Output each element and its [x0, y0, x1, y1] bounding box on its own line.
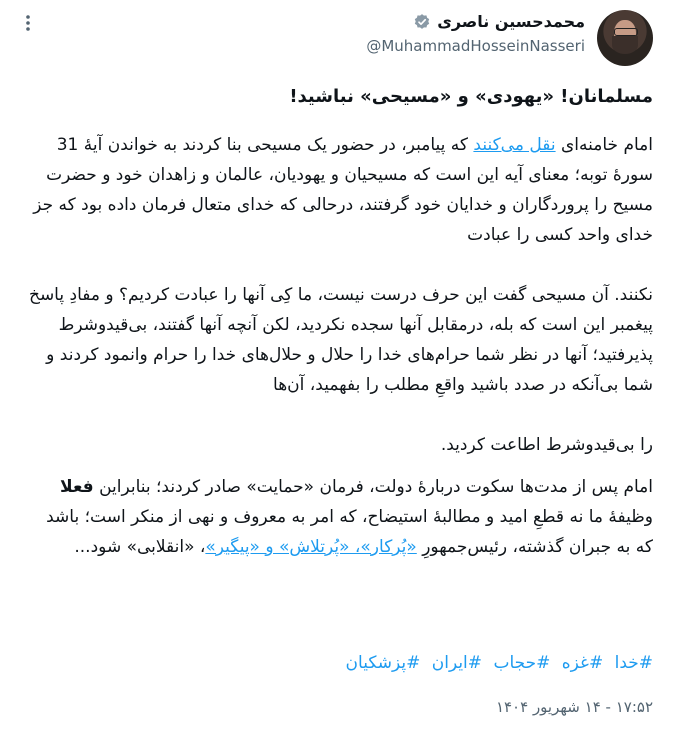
more-vertical-icon[interactable] — [18, 12, 38, 34]
hashtag-hejab[interactable]: #حجاب — [493, 653, 551, 673]
tweet-header — [18, 10, 653, 70]
tweet-title: مسلمانان! «یهودی» و «مسیحی» نباشید! — [289, 86, 653, 107]
tweet-body — [24, 130, 653, 562]
author-name[interactable]: محمدحسین ناصری — [437, 12, 585, 31]
p4-text-b: وظیفهٔ ما نه قطعِ امید و مطالبهٔ استیضاح، که امر به معروف و نهی از منکر است؛ باشد که به جبران گذشته، رئیس‌جمهورِ — [46, 507, 653, 557]
author-handle[interactable]: @MuhammadHosseinNasseri — [366, 37, 585, 55]
p4-bold: فعلا — [60, 477, 94, 497]
p1-text-start: امام خامنه‌ای — [555, 135, 653, 155]
tweet-timestamp[interactable]: ۱۷:۵۲ - ۱۴ شهریور ۱۴۰۴ — [495, 698, 653, 716]
verified-badge-icon — [413, 13, 431, 31]
paragraph-3: را بی‌قیدوشرط اطاعت کردید. — [440, 435, 653, 455]
paragraph-1 — [24, 130, 653, 250]
hashtag-iran[interactable]: #ایران — [431, 653, 483, 673]
quoted-adjectives-link[interactable]: «پُرکار»، «پُرتلاش» و «پیگیر» — [205, 537, 417, 557]
p4-text-a: امام پس از مدت‌ها سکوت دربارهٔ دولت، فرمان «حمایت» صادر کردند؛ بنابراین — [93, 477, 653, 497]
hashtag-pezeshkian[interactable]: #پزشکیان — [345, 653, 421, 673]
hashtag-list — [24, 648, 653, 678]
p4-text-c: ، «انقلابی» شود... — [74, 537, 206, 557]
avatar[interactable] — [597, 10, 653, 66]
paragraph-4 — [24, 472, 653, 562]
p1-text-end: که پیامبر، در حضور یک مسیحی بنا کردند به خواندن آیهٔ 31 سورهٔ توبه؛ معنای آیه این است که مسیحیان و یهودیان، عالمان و زاهدان خود و حضرت مسیح را پروردگاران و خدایان خود گرفتند، درحالی که خدای متعال فرمان داده بود که جز خدای واحد کسی را عبادت — [33, 135, 653, 245]
paragraph-2: نکنند. آن مسیحی گفت این حرف درست نیست، ما کِی آنها را عبادت کردیم؟ و مفادِ پاسخ پیغمبر این است که بله، درمقابل آنها سجده نکردید، لکن آنچه آنها گفتند، بی‌قیدوشرط پذیرفتید؛ آنها در نظر شما حرام‌های خدا را حلال و حلال‌های خدا را حرام وانمود کردند و شما بی‌آنکه در صدد باشید واقعِ مطلب را بفهمید، آن‌ها — [28, 285, 653, 395]
hashtag-khoda[interactable]: #خدا — [614, 653, 653, 673]
quote-link[interactable]: نقل می‌کنند — [473, 135, 556, 155]
author-block — [366, 12, 585, 55]
hashtag-ghaza[interactable]: #غزه — [561, 653, 604, 673]
